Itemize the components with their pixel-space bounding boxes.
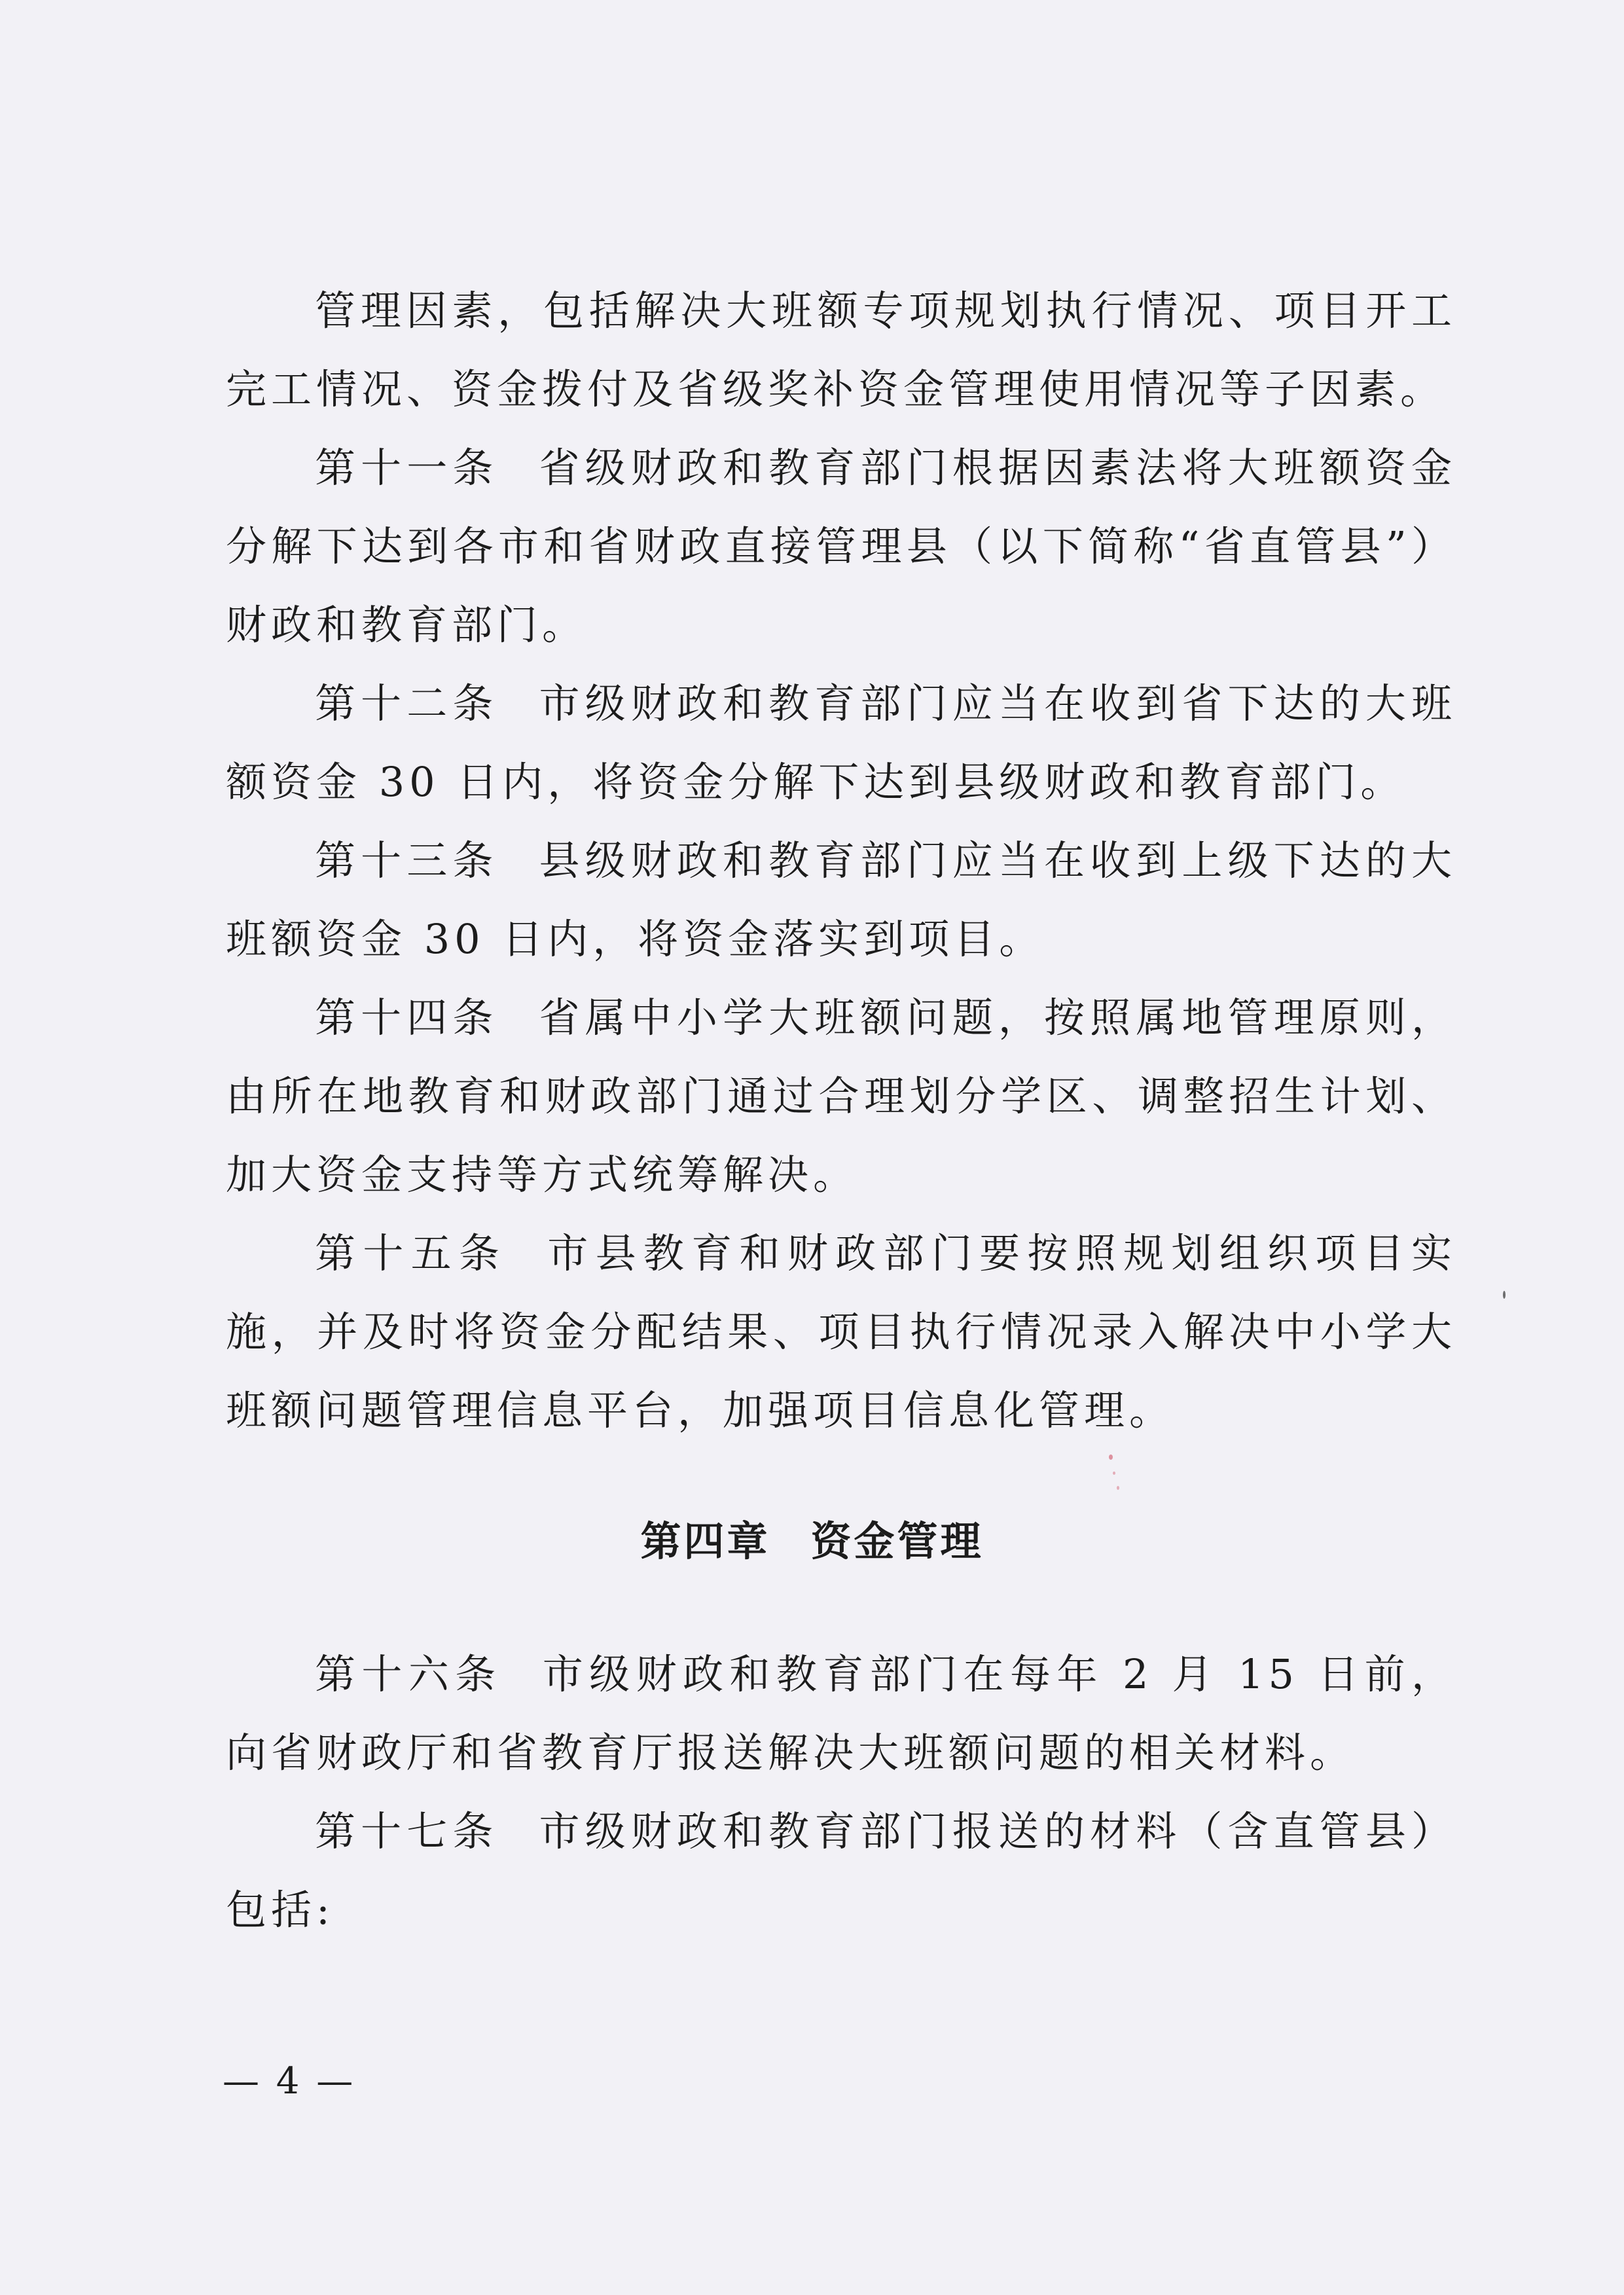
- page-number: — 4 —: [223, 2060, 356, 2103]
- article-14: [226, 979, 1456, 1214]
- article-text: 市级财政和教育部门在每年 2 月 15 日前，向省财政厅和省教育厅报送解决大班额问题的相关材料。: [226, 1650, 1456, 1777]
- article-number: 第十七条: [315, 1807, 499, 1855]
- article-12: [226, 664, 1456, 822]
- stamp-speck: [1113, 1472, 1115, 1475]
- chapter-number: 第四章: [640, 1517, 770, 1565]
- paragraph-text: 管理因素，包括解决大班额专项规划执行情况、项目开工完工情况、资金拨付及省级奖补资金管理使用情况等子因素。: [226, 287, 1456, 413]
- body-text-upper: [226, 272, 1456, 1450]
- article-17: [226, 1792, 1456, 1949]
- body-text-lower: [226, 1635, 1456, 1949]
- article-number: 第十二条: [315, 679, 499, 727]
- article-text: 市县教育和财政部门要按照规划组织项目实施，并及时将资金分配结果、项目执行情况录入解决中小学大班额问题管理信息平台，加强项目信息化管理。: [226, 1229, 1456, 1434]
- article-number: 第十三条: [315, 837, 499, 884]
- article-text: 市级财政和教育部门应当在收到省下达的大班额资金 30 日内，将资金分解下达到县级财政和教育部门。: [226, 679, 1456, 806]
- article-text: 县级财政和教育部门应当在收到上级下达的大班额资金 30 日内，将资金落实到项目。: [226, 837, 1456, 963]
- article-13: [226, 822, 1456, 979]
- article-16: [226, 1635, 1456, 1792]
- paragraph-continuation: [226, 272, 1456, 429]
- stamp-speck: [1109, 1455, 1113, 1460]
- article-11: [226, 429, 1456, 664]
- article-number: 第十五条: [315, 1229, 507, 1277]
- chapter-title: 资金管理: [810, 1517, 984, 1565]
- article-text: 市级财政和教育部门报送的材料（含直管县）包括:: [226, 1807, 1456, 1934]
- article-number: 第十一条: [315, 444, 499, 492]
- article-number: 第十四条: [315, 994, 499, 1041]
- article-text: 省级财政和教育部门根据因素法将大班额资金分解下达到各市和省财政直接管理县（以下简称“省直管县”）财政和教育部门。: [226, 444, 1456, 649]
- article-15: [226, 1214, 1456, 1450]
- chapter-heading: [0, 1509, 1624, 1574]
- stamp-speck: [1117, 1486, 1119, 1490]
- ink-speck: [1503, 1291, 1506, 1299]
- article-text: 省属中小学大班额问题，按照属地管理原则，由所在地教育和财政部门通过合理划分学区、调整招生计划、加大资金支持等方式统筹解决。: [226, 994, 1456, 1199]
- article-number: 第十六条: [315, 1650, 502, 1698]
